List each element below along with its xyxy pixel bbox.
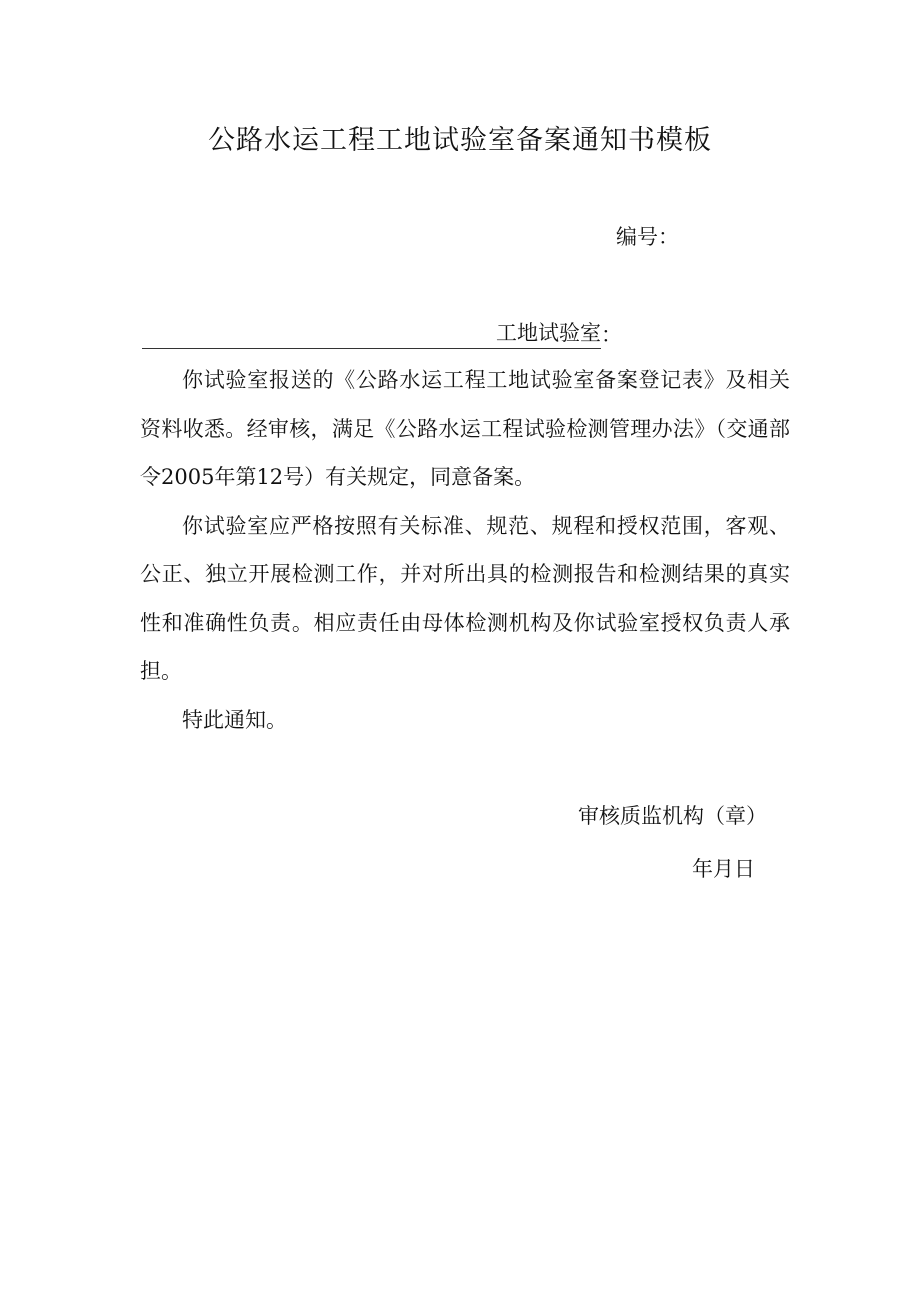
paragraph-receipt: 你试验室报送的《公路水运工程工地试验室备案登记表》及相关资料收悉。经审核，满足《公路水运工程试验检测管理办法》（交通部令2005年第12号）有关规定，同意备案。 [140, 368, 790, 489]
addressee-suffix: 工地试验室 [496, 317, 601, 349]
addressee-colon: ： [601, 323, 622, 347]
issuer-signature: 审核质监机构（章） [578, 804, 767, 828]
issue-date: 年月日 [692, 857, 755, 881]
notice-body [140, 356, 790, 744]
document-title: 公路水运工程工地试验室备案通知书模板 [208, 125, 712, 156]
addressee-line [142, 317, 622, 349]
paragraph-closing: 特此通知。 [182, 707, 287, 732]
addressee-blank [142, 324, 496, 349]
paragraph-responsibility: 你试验室应严格按照有关标准、规范、规程和授权范围，客观、公正、独立开展检测工作，并对所出具的检测报告和检测结果的真实性和准确性负责。相应责任由母体检测机构及你试验室授权负责人承担。 [140, 513, 790, 683]
document-number-label: 编号： [616, 225, 679, 249]
